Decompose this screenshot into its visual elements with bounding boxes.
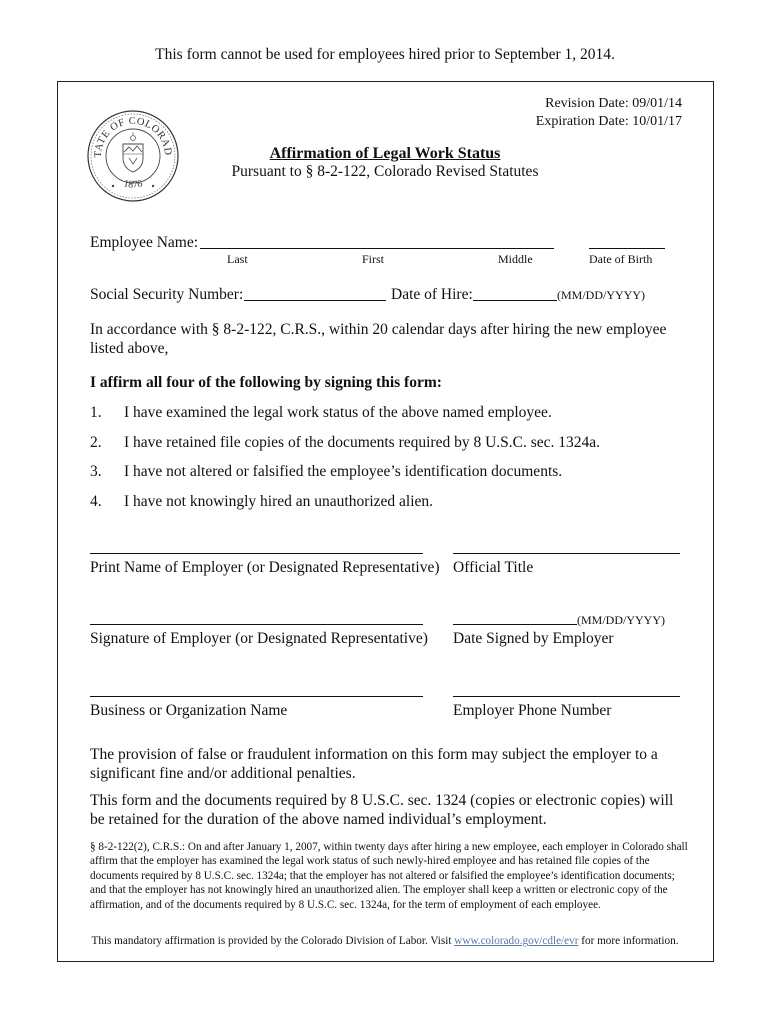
print-name-label: Print Name of Employer (or Designated Representative) (90, 559, 440, 576)
footer-text: This mandatory affirmation is provided by the Colorado Division of Labor. Visit (91, 935, 455, 947)
name-sub-dob: Date of Birth (589, 252, 653, 266)
seal-year: 1876 (122, 178, 144, 191)
revision-date: Revision Date: 09/01/14 (545, 96, 682, 111)
top-notice: This form cannot be used for employees hired prior to September 1, 2014. (155, 46, 615, 63)
item-number: 1. (90, 404, 102, 421)
business-name-field[interactable] (90, 696, 423, 697)
item-number: 4. (90, 493, 102, 510)
print-name-field[interactable] (90, 553, 423, 554)
footer-text-end: for more information. (578, 935, 679, 947)
official-title-field[interactable] (453, 553, 680, 554)
signature-field[interactable] (90, 624, 423, 625)
statute-paragraph: § 8-2-122(2), C.R.S.: On and after January 1, 2007, within twenty days after hiring a new employee, each employer in Colorado shall affirm that the employer has examined the legal work status of such newly-hired employee and has retained file copies of the documents required by 8 U.S.C. sec. 1324a; that the employer has not altered or falsified the employee’s identification documents; and that the employer has not knowingly hired an unauthorized alien. The employer shall keep a written or electronic copy of the affirmation, and of the documents required by 8 U.S.C. sec. 1324a, for the term of employment of each employee. (90, 841, 688, 911)
warning-paragraph: The provision of false or fraudulent information on this form may subject the employer to a significant fine and/or additional penalties. (90, 746, 658, 782)
employee-name-label: Employee Name: (90, 234, 199, 251)
retention-paragraph: This form and the documents required by 8 U.S.C. sec. 1324 (copies or electronic copies) will be retained for the duration of the above named individual’s employment. (90, 792, 674, 828)
form-frame (57, 81, 714, 962)
ssn-field[interactable] (244, 300, 386, 301)
form-title: Affirmation of Legal Work Status (269, 145, 501, 162)
name-sub-middle: Middle (498, 252, 533, 266)
expiration-date: Expiration Date: 10/01/17 (535, 114, 682, 129)
phone-field[interactable] (453, 696, 680, 697)
footer-note (0, 935, 770, 947)
affirm-heading: I affirm all four of the following by signing this form: (90, 374, 442, 391)
phone-label: Employer Phone Number (453, 702, 612, 719)
name-sub-last: Last (227, 252, 248, 266)
footer-link[interactable]: www.colorado.gov/cdle/evr (454, 935, 579, 947)
hire-date-field[interactable] (473, 300, 557, 301)
business-name-label: Business or Organization Name (90, 702, 288, 719)
date-signed-field[interactable] (453, 624, 577, 625)
hire-date-label: Date of Hire: (391, 286, 473, 303)
seal-text-top: TATE OF COLORAD (92, 115, 174, 158)
date-of-birth-field[interactable] (589, 248, 665, 249)
intro-paragraph: In accordance with § 8-2-122, C.R.S., within 20 calendar days after hiring the new employee listed above, (90, 321, 667, 357)
ssn-label: Social Security Number: (90, 286, 244, 303)
item-text: I have not altered or falsified the employee’s identification documents. (124, 463, 563, 480)
item-text: I have retained file copies of the documents required by 8 U.S.C. sec. 1324a. (124, 434, 601, 451)
name-sub-first: First (362, 252, 385, 266)
form-subtitle: Pursuant to § 8-2-122, Colorado Revised Statutes (231, 163, 539, 180)
hire-date-format: (MM/DD/YYYY) (557, 288, 645, 302)
official-title-label: Official Title (453, 559, 534, 576)
item-text: I have not knowingly hired an unauthorized alien. (124, 493, 434, 510)
date-signed-format: (MM/DD/YYYY) (577, 613, 665, 627)
item-number: 2. (90, 434, 102, 451)
employee-name-field[interactable] (200, 248, 554, 249)
item-number: 3. (90, 463, 102, 480)
signature-label: Signature of Employer (or Designated Representative) (90, 630, 428, 647)
item-text: I have examined the legal work status of the above named employee. (124, 404, 552, 421)
date-signed-label: Date Signed by Employer (453, 630, 614, 647)
